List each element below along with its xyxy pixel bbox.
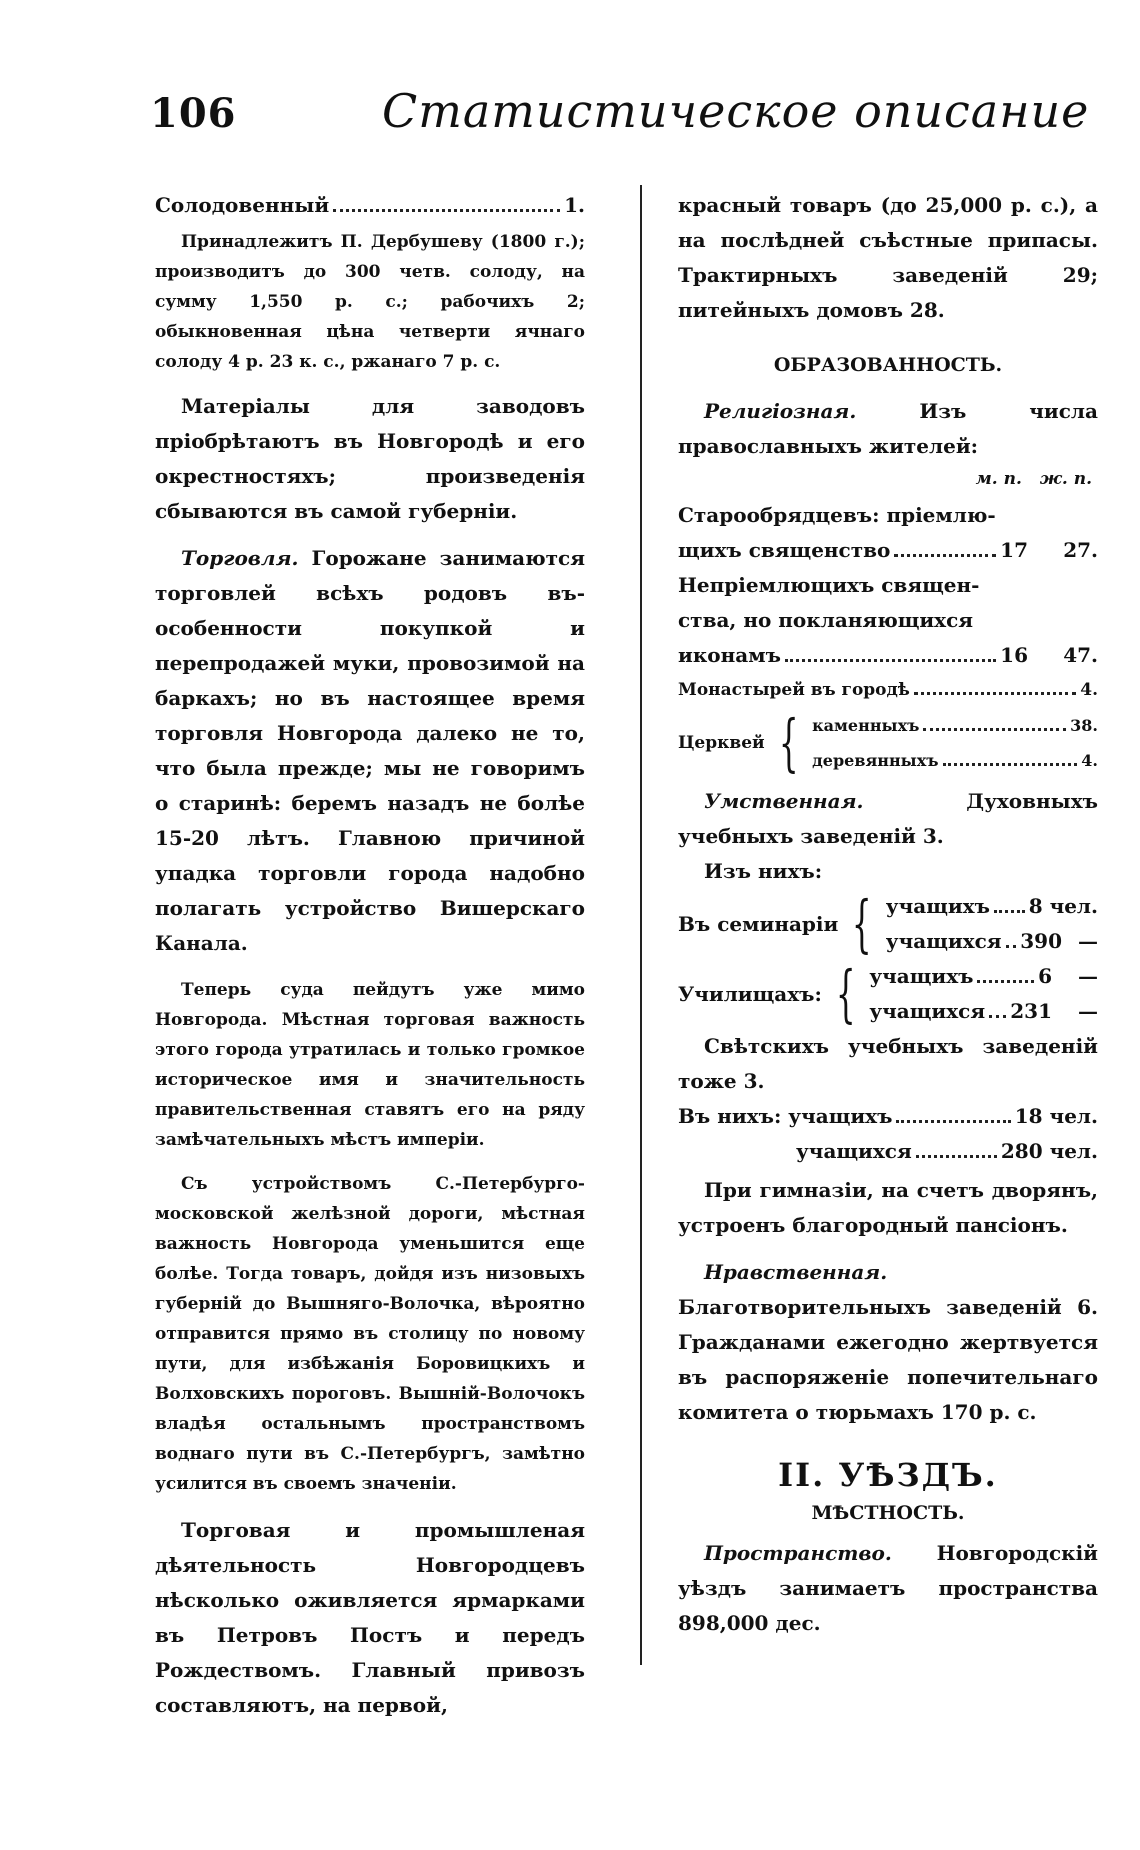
monasteries-row: Монастырей въ городѣ 4. — [678, 680, 1098, 700]
old-believers-1: Старообрядцевъ: пріемлю- щихъ священство 17 27. — [678, 503, 1098, 562]
materials-paragraph: Матеріалы для заводовъ пріобрѣтаютъ въ Новгородѣ и его окрестностяхъ; произведенія сбываются въ самой губерніи. — [155, 394, 585, 523]
seminary-group: Въ семинаріи { учащихъ 8 чел. учащихся 390 — — [678, 887, 1098, 960]
uezd-heading: II. УѢЗДЪ. — [778, 1456, 998, 1494]
of-them-label: Изъ нихъ: — [704, 859, 823, 883]
running-title: Статистическое описание — [382, 84, 1090, 138]
religious-paragraph: Религіозная. Изъ числа православныхъ жителей: — [678, 399, 1098, 458]
brace-glyph: { — [778, 706, 799, 779]
continuation-paragraph: красный товаръ (до 25,000 р. с.), а на послѣдней съѣстные припасы. Трактирныхъ заведеній 29; питейныхъ домовъ 28. — [678, 193, 1098, 322]
ships-note: Теперь суда пейдутъ уже мимо Новгорода. Мѣстная торговая важность этого города утратилась и только громкое историческое имя и значительность правительственная ставятъ его на ряду замѣчательныхъ мѣстъ имперіи. — [155, 980, 585, 1150]
in-them-teachers-row: Въ нихъ: учащихъ 18 чел. — [678, 1104, 1098, 1128]
churches-group: Церквей { каменныхъ 38. деревянныхъ 4. — [678, 706, 1098, 779]
page-header — [150, 78, 1100, 148]
gender-column-heads: м. п. ж. п. — [975, 469, 1092, 489]
moral-paragraph: Нравственная. Благотворительныхъ заведеній 6. Гражданами ежегодно жертвуется въ распоряженіе попечительнаго комитета о тюрьмахъ 170 р. с. — [678, 1260, 1098, 1424]
leader-dots — [333, 209, 560, 212]
space-paragraph: Пространство. Новгородскій уѣздъ занимаетъ пространства 898,000 дес. — [678, 1541, 1098, 1635]
malt-house-note: Принадлежитъ П. Дербушеву (1800 г.); производитъ до 300 четв. солоду, на сумму 1,550 р. с.; рабочихъ 2; обыкновенная цѣна четверти ячнаго солоду 4 р. 23 к. с., ржанаго 7 р. с. — [155, 232, 585, 372]
trade-label: Торговля. — [181, 546, 299, 570]
gymnasium-paragraph: При гимназіи, на счетъ дворянъ, устроенъ благородный пансіонъ. — [678, 1178, 1098, 1237]
fairs-paragraph: Торговая и промышленая дѣятельность Новгородцевъ нѣсколько оживляется ярмарками въ Петровъ Постъ и передъ Рождествомъ. Главный привозъ составляютъ, на первой, — [155, 1518, 585, 1717]
education-heading: ОБРАЗОВАННОСТЬ. — [773, 354, 1003, 376]
trade-text: Горожане занимаются торговлей всѣхъ родовъ въ-особенности покупкой и перепродажей муки, провозимой на баркахъ; но въ настоящее время торговля Новгорода далеко не то, что была прежде; мы не говоримъ о старинѣ: беремъ назадъ не болѣе 15-20 лѣтъ. Главною причиной упадка торговли города надобно полагать устройство Вишерскаго Канала. — [155, 546, 585, 955]
page-number: 106 — [150, 90, 237, 137]
trade-paragraph — [155, 541, 585, 961]
malt-house-row: Солодовенный 1. — [155, 193, 585, 217]
left-column — [155, 188, 585, 1723]
old-believers-2: Непріемлющихъ священ- ства, но покланяющихся иконамъ 16 47. — [678, 573, 1098, 667]
right-column — [678, 188, 1098, 1641]
schools-group: Училищахъ: { учащихъ 6 — учащихся 231 — — [678, 957, 1098, 1030]
column-divider — [640, 185, 642, 1665]
mental-paragraph: Умственная. Духовныхъ учебныхъ заведеній 3. — [678, 789, 1098, 848]
railway-note: Съ устройствомъ С.-Петербурго-московской желѣзной дороги, мѣстная важность Новгорода уменьшится еще болѣе. Тогда товаръ, дойдя изъ низовыхъ губерній до Вышняго-Волочка, вѣроятно отправится прямо въ столицу по новому пути, для избѣжанія Боровицкихъ и Волховскихъ пороговъ. Вышній-Волочокъ владѣя остальнымъ пространствомъ воднаго пути въ С.-Петербургъ, замѣтно усилится въ своемъ значеніи. — [155, 1174, 585, 1494]
secular-paragraph: Свѣтскихъ учебныхъ заведеній тоже 3. — [678, 1034, 1098, 1093]
in-them-students-row: учащихся 280 чел. — [796, 1139, 1098, 1163]
locality-heading: МѢСТНОСТЬ. — [811, 1502, 965, 1524]
